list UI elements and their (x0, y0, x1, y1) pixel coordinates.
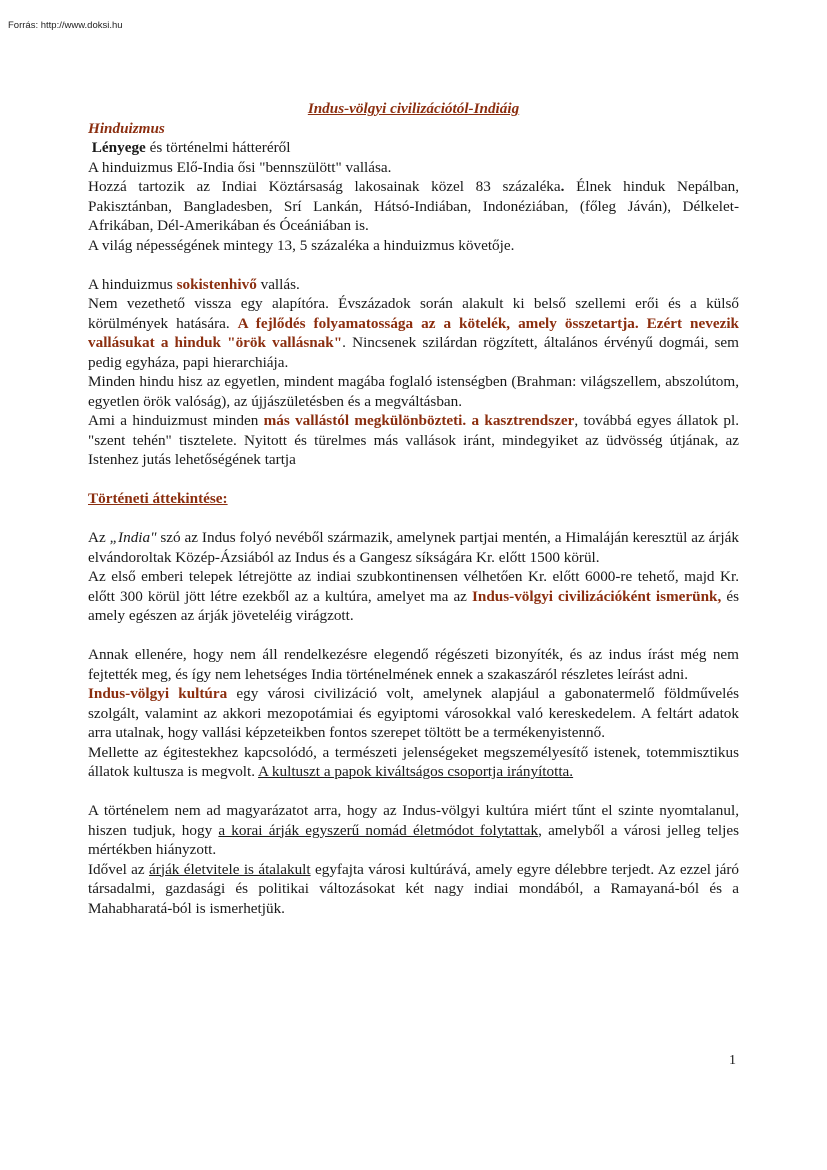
section-heading: Hinduizmus (88, 119, 165, 137)
paragraph-8 (88, 528, 739, 567)
p8-italic: „India" (109, 529, 157, 546)
paragraph-14 (88, 860, 739, 919)
p7-highlight: más vallástól megkülönbözteti. a kasztrendszer (263, 412, 575, 429)
paragraph-6: Minden hindu hisz az egyetlen, mindent magába foglaló istenségben (Brahman: világszellem, abszolútom, egyetlen örök valóság), az újjászületésben és a megváltásban. (88, 373, 739, 410)
p8-text-a: Az (88, 529, 110, 546)
lenyege-rest: és történelmi hátteréről (145, 139, 291, 156)
p13-underlined: a korai árják egyszerű nomád életmódot folytattak (218, 821, 539, 839)
p4-text-b: vallás. (256, 275, 300, 293)
paragraph-9 (88, 567, 739, 626)
lenyege-line (88, 138, 739, 158)
p4-text-a: A hinduizmus (88, 275, 177, 293)
paragraph-4 (88, 275, 739, 295)
p9-text-a: Az első emberi telepek létrejötte az indiai szubkontinensen vélhetően Kr. előtt 6000-re tehető, majd Kr. előtt 300 körül jött létre ezekből az a kultúra, amelyet ma az (88, 568, 739, 605)
p9-text-b: és amely egészen az árják jöveteléig virágzott. (88, 587, 740, 624)
p5-highlight: A fejlődés folyamatossága az a kötelék, amely összetartja. Ezért nevezik vallásukat a hinduk "örök vallásnak" (88, 314, 739, 351)
p14-underlined: árják életvitele is átalakult (149, 860, 311, 878)
p13-text-b: , amelyből a városi jelleg teljes mértékben hiányzott. (88, 821, 739, 858)
p14-text-a: Idővel az (88, 860, 150, 878)
p9-highlight: Indus-völgyi civilizációként ismerünk, (471, 587, 722, 605)
p11-highlight: Indus-völgyi kultúra (88, 685, 228, 702)
p2-text-b: Élnek hinduk Nepálban, Pakisztánban, Bangladesben, Srí Lankán, Hátsó-Indiában, Indonéziában, (főleg Jáván), Délkelet-Afrikában, Dél-Amerikában és Óceániában is. (88, 178, 739, 234)
p5-text-b: . Nincsenek szilárdan rögzített, általános érvényű dogmái, sem pedig egyháza, papi hierarchiája. (88, 334, 739, 371)
spacer (88, 470, 739, 490)
paragraph-3: A világ népességének mintegy 13, 5 százaléka a hinduizmus követője. (88, 236, 515, 254)
p14-text-b: egyfajta városi kultúrává, amely egyre délebbre terjedt. Az ezzel járó társadalmi, gazdasági és politikai változásokat két nagy indiai mondából, a Ramayaná-ból és a Mahabharatá-ból is ismerhetjük. (88, 860, 739, 917)
spacer (88, 782, 739, 802)
paragraph-11 (88, 684, 739, 743)
paragraph-2 (88, 177, 739, 236)
page-number: 1 (729, 1053, 736, 1068)
p11-text-b: egy városi civilizáció volt, amelynek alapjául a gabonatermelő földművelés szolgált, valamint az akkori mezopotámiai és egyiptomi városokkal való kereskedelem. A feltárt adatok arra utalnak, hogy vallási képzeteikben fontos szerepet töltött be a termékenyistennő. (88, 685, 739, 741)
lenyege-bold: Lényege (91, 139, 146, 156)
document-body (88, 99, 739, 918)
paragraph-1: A hinduizmus Elő-India ősi "bennszülött" vallása. (88, 158, 392, 176)
p12-underlined: A kultuszt a papok kiváltságos csoportja irányította. (258, 763, 574, 780)
paragraph-13 (88, 801, 739, 860)
p13-text-a: A történelem nem ad magyarázatot arra, hogy az Indus-völgyi kultúra miért tűnt el szinte nyomtalanul, hiszen tudjuk, hogy (88, 802, 739, 839)
p8-text-b: szó az Indus folyó nevéből származik, amelynek partjai mentén, a Himaláján keresztül az árják elvándoroltak Közép-Ázsiából az Indus és a Gangesz síkságára Kr. előtt 1500 körül. (88, 529, 739, 566)
p12-text-a: Mellette az égitestekhez kapcsolódó, a természeti jelenségeket megszemélyesítő istenek, totemmisztikus állatok kultusza is megvolt. (88, 743, 739, 780)
spacer (88, 626, 739, 646)
paragraph-5 (88, 294, 739, 372)
p4-highlight: sokistenhivő (176, 275, 257, 293)
p7-text-a: Ami a hinduizmust minden (88, 412, 264, 429)
p2-text-a: Hozzá tartozik az Indiai Köztársaság lakosainak közel 83 százaléka (88, 178, 561, 195)
source-label: Forrás: http://www.doksi.hu (8, 20, 123, 31)
history-heading: Történeti áttekintése: (88, 490, 228, 507)
p7-text-b: , továbbá egyes állatok pl. "szent tehén" tisztelete. Nyitott és türelmes más vallások iránt, mindegyiket az üdvösség útjának, az Istenhez jutás lehetőségének tartja (88, 412, 740, 468)
p2-dot: . (560, 178, 565, 195)
spacer (88, 509, 739, 529)
paragraph-7 (88, 411, 739, 470)
paragraph-10: Annak ellenére, hogy nem áll rendelkezésre elegendő régészeti bizonyíték, és az indus írást még nem fejtették meg, és így nem lehetséges India történelmének ennek a szakaszáról részletes leírást adni. (88, 646, 739, 683)
p5-text-a: Nem vezethető vissza egy alapítóra. Évszázadok során alakult ki belső szellemi erői és a külső körülmények hatására. (88, 295, 739, 332)
paragraph-12 (88, 743, 739, 782)
spacer (88, 255, 739, 275)
document-title: Indus-völgyi civilizációtól-Indiáig (307, 100, 520, 117)
